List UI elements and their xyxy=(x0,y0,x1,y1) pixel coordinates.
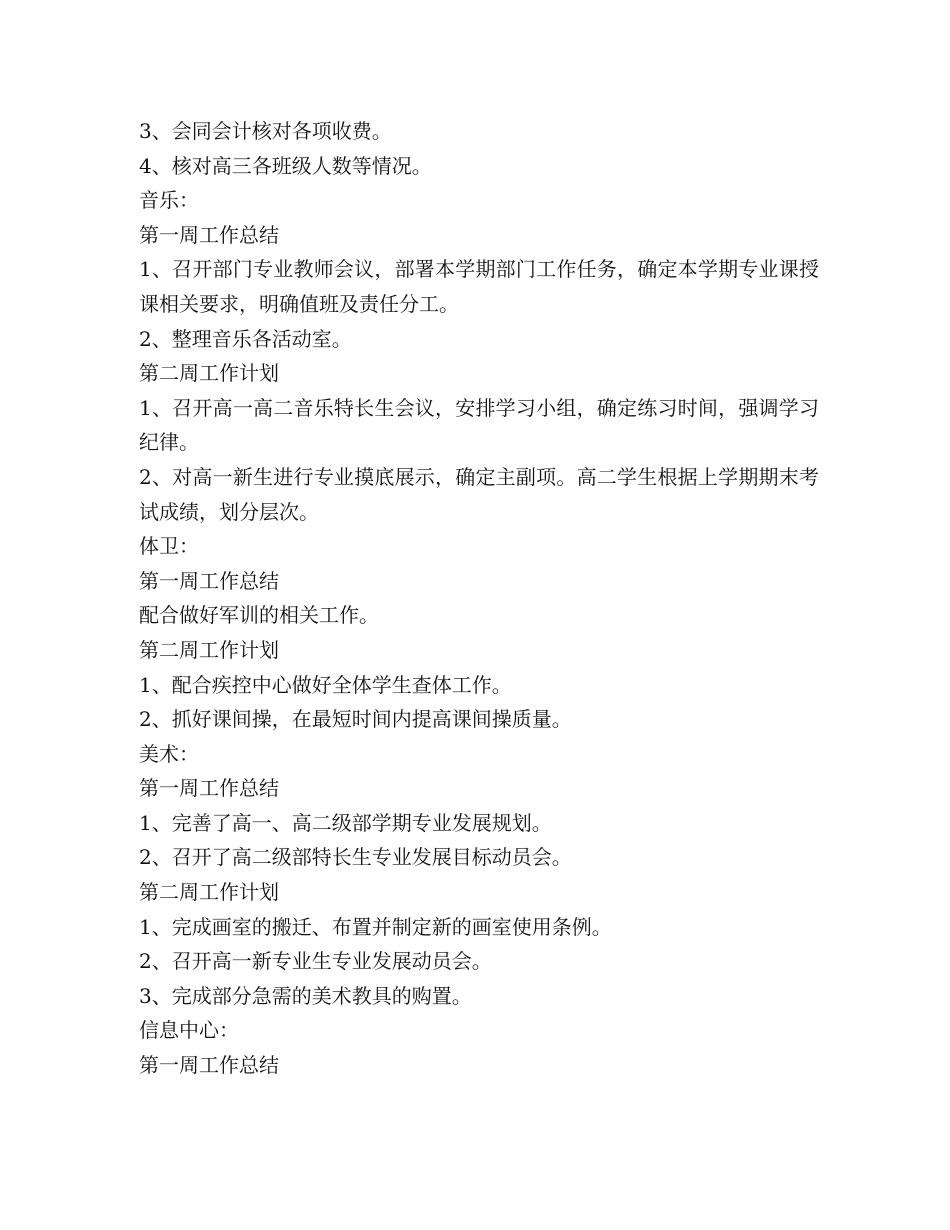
section-heading-pe-health: 体卫： xyxy=(139,534,199,559)
section-heading-art: 美术： xyxy=(139,741,199,766)
text-line: 1、配合疾控中心做好全体学生查体工作。 xyxy=(139,672,512,697)
text-line: 2、整理音乐各活动室。 xyxy=(139,326,352,351)
subheading-week2-plan: 第二周工作计划 xyxy=(139,880,279,905)
subheading-week1-summary: 第一周工作总结 xyxy=(139,1053,279,1078)
text-line: 2、召开高一新专业生专业发展动员会。 xyxy=(139,949,492,974)
subheading-week2-plan: 第二周工作计划 xyxy=(139,637,279,662)
text-paragraph: 1、召开部门专业教师会议，部署本学期部门工作任务，确定本学期专业课授课相关要求，明确值班及责任分工。 xyxy=(139,257,819,316)
text-line: 配合做好军训的相关工作。 xyxy=(139,603,379,628)
text-line: 1、完成画室的搬迁、布置并制定新的画室使用条例。 xyxy=(139,914,612,939)
document-body xyxy=(139,114,819,1083)
subheading-week2-plan: 第二周工作计划 xyxy=(139,361,279,386)
subheading-week1-summary: 第一周工作总结 xyxy=(139,222,279,247)
text-paragraph: 1、召开高一高二音乐特长生会议，安排学习小组，确定练习时间，强调学习纪律。 xyxy=(139,395,819,455)
text-line: 2、召开了高二级部特长生专业发展目标动员会。 xyxy=(139,845,572,870)
text-paragraph: 2、对高一新生进行专业摸底展示，确定主副项。高二学生根据上学期期末考试成绩，划分层次。 xyxy=(139,464,819,524)
text-line: 3、完成部分急需的美术教具的购置。 xyxy=(139,983,472,1008)
text-line: 3、会同会计核对各项收费。 xyxy=(139,119,392,143)
text-line: 2、抓好课间操，在最短时间内提高课间操质量。 xyxy=(139,707,572,732)
subheading-week1-summary: 第一周工作总结 xyxy=(139,776,279,801)
text-line: 1、完善了高一、高二级部学期专业发展规划。 xyxy=(139,810,552,835)
section-heading-music: 音乐： xyxy=(139,188,199,213)
text-line: 4、核对高三各班级人数等情况。 xyxy=(139,153,432,178)
section-heading-info-center: 信息中心： xyxy=(139,1018,239,1043)
subheading-week1-summary: 第一周工作总结 xyxy=(139,568,279,593)
